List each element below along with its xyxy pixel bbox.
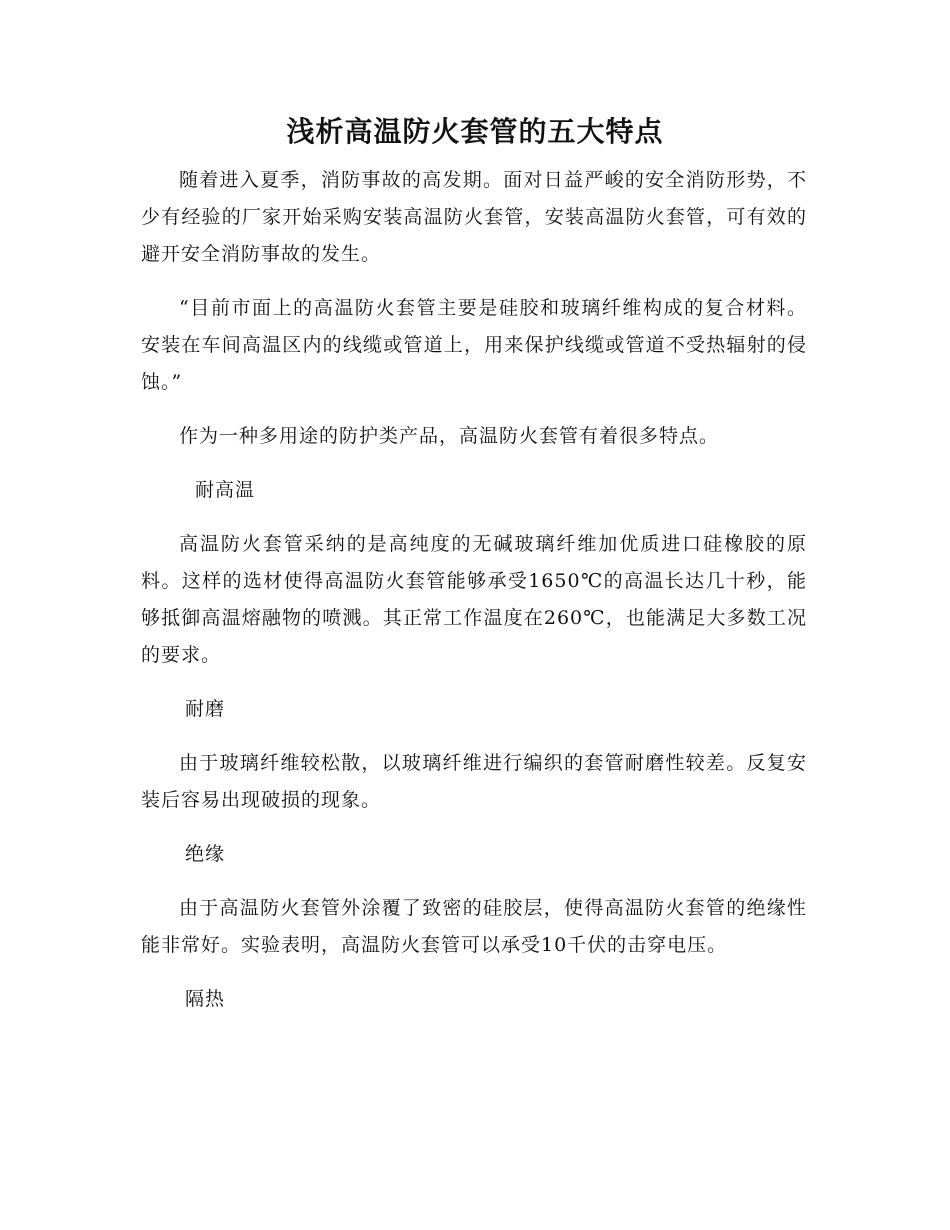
section-heading-thermal-insulation: 隔热 <box>185 988 226 1010</box>
overview-paragraph: 作为一种多用途的防护类产品，高温防火套管有着很多特点。 <box>179 425 720 447</box>
document-body <box>141 162 807 1035</box>
section-heading-insulation: 绝缘 <box>185 843 226 865</box>
section-text-insulation: 由于高温防火套管外涂覆了致密的硅胶层，使得高温防火套管的绝缘性能非常好。实验表明，高温防火套管可以承受10千伏的击穿电压。 <box>141 897 807 956</box>
quote-paragraph: “目前市面上的高温防火套管主要是硅胶和玻璃纤维构成的复合材料。安装在车间高温区内的线缆或管道上，用来保护线缆或管道不受热辐射的侵蚀。” <box>141 297 807 393</box>
section-text-wear-resistance: 由于玻璃纤维较松散，以玻璃纤维进行编织的套管耐磨性较差。反复安装后容易出现破损的现象。 <box>141 752 807 811</box>
intro-paragraph: 随着进入夏季，消防事故的高发期。面对日益严峻的安全消防形势，不少有经验的厂家开始采购安装高温防火套管，安装高温防火套管，可有效的避开安全消防事故的发生。 <box>141 169 807 265</box>
document-title: 浅析高温防火套管的五大特点 <box>286 115 664 148</box>
section-heading-heat-resistance: 耐高温 <box>195 479 256 501</box>
section-heading-wear-resistance: 耐磨 <box>185 698 226 720</box>
section-text-heat-resistance: 高温防火套管采纳的是高纯度的无碱玻璃纤维加优质进口硅橡胶的原料。这样的选材使得高温防火套管能够承受1650℃的高温长达几十秒，能够抵御高温熔融物的喷溅。其正常工作温度在260℃，也能满足大多数工况的要求。 <box>141 533 807 666</box>
